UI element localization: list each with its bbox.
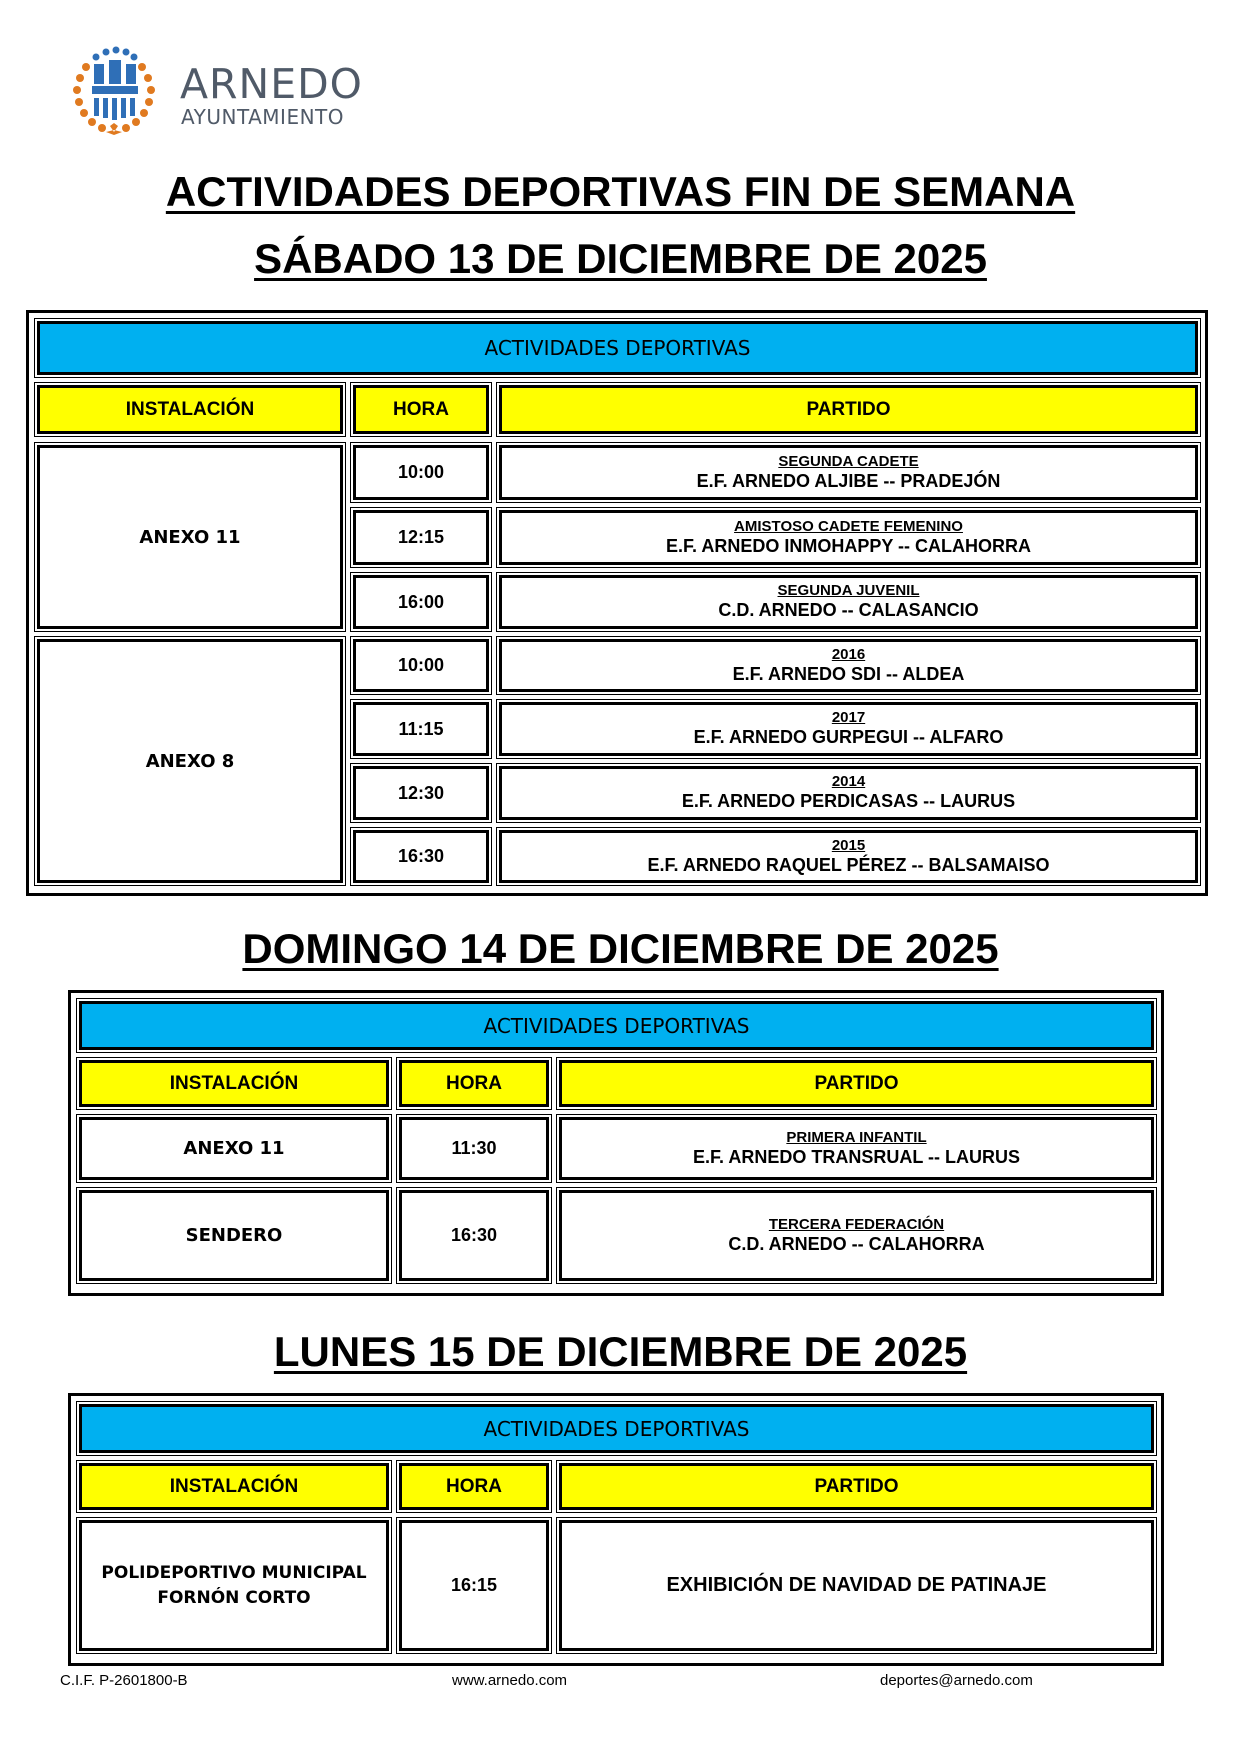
hour-cell bbox=[353, 766, 489, 820]
hour-value: 11:15 bbox=[398, 718, 444, 739]
match-cell bbox=[499, 766, 1198, 820]
hour-value: 16:15 bbox=[450, 1575, 498, 1595]
match-category: AMISTOSO CADETE FEMENINO bbox=[734, 517, 963, 535]
hour-cell bbox=[353, 445, 489, 500]
installation-name: ANEXO 11 bbox=[183, 1138, 285, 1159]
ayuntamiento-logo bbox=[70, 40, 370, 145]
match-teams: E.F. ARNEDO RAQUEL PÉREZ -- BALSAMAISO bbox=[647, 854, 1050, 875]
match-teams: E.F. ARNEDO PERDICASAS -- LAURUS bbox=[681, 791, 1016, 812]
match-teams: C.D. ARNEDO -- CALASANCIO bbox=[718, 600, 979, 621]
header-hour: HORA bbox=[399, 1060, 549, 1107]
installation-cell bbox=[37, 445, 343, 629]
hour-value: 11:30 bbox=[451, 1138, 497, 1158]
event-name: EXHIBICIÓN DE NAVIDAD DE PATINAJE bbox=[666, 1574, 1047, 1596]
footer-cif: C.I.F. P-2601800-B bbox=[60, 1672, 188, 1689]
match-teams: E.F. ARNEDO TRANSRUAL -- LAURUS bbox=[693, 1146, 1020, 1167]
logo-name: ARNEDO bbox=[180, 60, 363, 108]
hour-value: 16:30 bbox=[397, 846, 445, 866]
monday-banner: ACTIVIDADES DEPORTIVAS bbox=[79, 1404, 1154, 1453]
saturday-table bbox=[26, 310, 1208, 896]
header-installation: INSTALACIÓN bbox=[79, 1463, 389, 1510]
page-title: ACTIVIDADES DEPORTIVAS FIN DE SEMANA bbox=[165, 168, 1076, 215]
arnedo-crest-icon bbox=[70, 40, 170, 140]
match-category: 2017 bbox=[831, 709, 866, 727]
sunday-table bbox=[68, 990, 1164, 1296]
header-hour: HORA bbox=[353, 385, 489, 434]
header-hour: HORA bbox=[399, 1463, 549, 1510]
saturday-title: SÁBADO 13 DE DICIEMBRE DE 2025 bbox=[254, 235, 987, 282]
installation-name: ANEXO 11 bbox=[139, 526, 241, 548]
installation-name: ANEXO 8 bbox=[145, 750, 235, 772]
monday-table bbox=[68, 1393, 1164, 1666]
match-teams: E.F. ARNEDO INMOHAPPY -- CALAHORRA bbox=[665, 535, 1031, 556]
header-match: PARTIDO bbox=[559, 1463, 1154, 1510]
logo-subtitle: AYUNTAMIENTO bbox=[181, 105, 345, 129]
match-cell bbox=[499, 639, 1198, 692]
match-category: 2016 bbox=[831, 645, 866, 663]
footer-website-link[interactable]: www.arnedo.com bbox=[452, 1672, 568, 1689]
match-category: 2014 bbox=[831, 773, 866, 791]
installation-cell bbox=[79, 1520, 389, 1651]
hour-cell bbox=[399, 1190, 549, 1281]
header-match: PARTIDO bbox=[499, 385, 1198, 434]
saturday-banner: ACTIVIDADES DEPORTIVAS bbox=[37, 321, 1198, 375]
match-teams: E.F. ARNEDO GURPEGUI -- ALFARO bbox=[693, 727, 1004, 748]
header-installation: INSTALACIÓN bbox=[79, 1060, 389, 1107]
hour-cell bbox=[353, 575, 489, 629]
match-cell bbox=[499, 510, 1198, 565]
header-installation: INSTALACIÓN bbox=[37, 385, 343, 434]
installation-cell bbox=[79, 1117, 389, 1180]
sunday-title: DOMINGO 14 DE DICIEMBRE DE 2025 bbox=[242, 925, 999, 972]
monday-title: LUNES 15 DE DICIEMBRE DE 2025 bbox=[273, 1328, 968, 1375]
footer-email-link[interactable]: deportes@arnedo.com bbox=[880, 1672, 1033, 1689]
match-cell bbox=[499, 830, 1198, 883]
match-cell bbox=[559, 1190, 1154, 1281]
hour-cell bbox=[353, 702, 489, 756]
match-cell bbox=[499, 702, 1198, 756]
match-teams: E.F. ARNEDO ALJIBE -- PRADEJÓN bbox=[696, 470, 1001, 491]
match-category: SEGUNDA CADETE bbox=[778, 452, 919, 470]
match-cell bbox=[559, 1117, 1154, 1180]
sunday-banner: ACTIVIDADES DEPORTIVAS bbox=[79, 1001, 1154, 1050]
hour-value: 10:00 bbox=[397, 655, 445, 675]
hour-value: 16:30 bbox=[450, 1225, 498, 1245]
installation-name-line1: POLIDEPORTIVO MUNICIPAL bbox=[101, 1562, 367, 1583]
match-teams: C.D. ARNEDO -- CALAHORRA bbox=[728, 1233, 985, 1254]
match-category: SEGUNDA JUVENIL bbox=[777, 582, 920, 600]
hour-cell bbox=[399, 1117, 549, 1180]
hour-value: 10:00 bbox=[397, 462, 445, 482]
match-cell bbox=[499, 575, 1198, 629]
hour-value: 16:00 bbox=[397, 591, 445, 612]
hour-value: 12:15 bbox=[397, 527, 445, 547]
header-match: PARTIDO bbox=[559, 1060, 1154, 1107]
hour-cell bbox=[353, 830, 489, 883]
hour-cell bbox=[353, 510, 489, 565]
match-category: 2015 bbox=[831, 836, 866, 854]
event-cell bbox=[559, 1520, 1154, 1651]
hour-value: 12:30 bbox=[397, 782, 445, 803]
match-category: PRIMERA INFANTIL bbox=[786, 1128, 927, 1146]
installation-cell bbox=[37, 639, 343, 883]
match-category: TERCERA FEDERACIÓN bbox=[768, 1215, 945, 1233]
installation-name-line2: FORNÓN CORTO bbox=[157, 1587, 311, 1608]
match-cell bbox=[499, 445, 1198, 500]
installation-cell bbox=[79, 1190, 389, 1281]
installation-name: SENDERO bbox=[185, 1225, 283, 1246]
match-teams: E.F. ARNEDO SDI -- ALDEA bbox=[732, 663, 965, 684]
hour-cell bbox=[399, 1520, 549, 1651]
hour-cell bbox=[353, 639, 489, 692]
